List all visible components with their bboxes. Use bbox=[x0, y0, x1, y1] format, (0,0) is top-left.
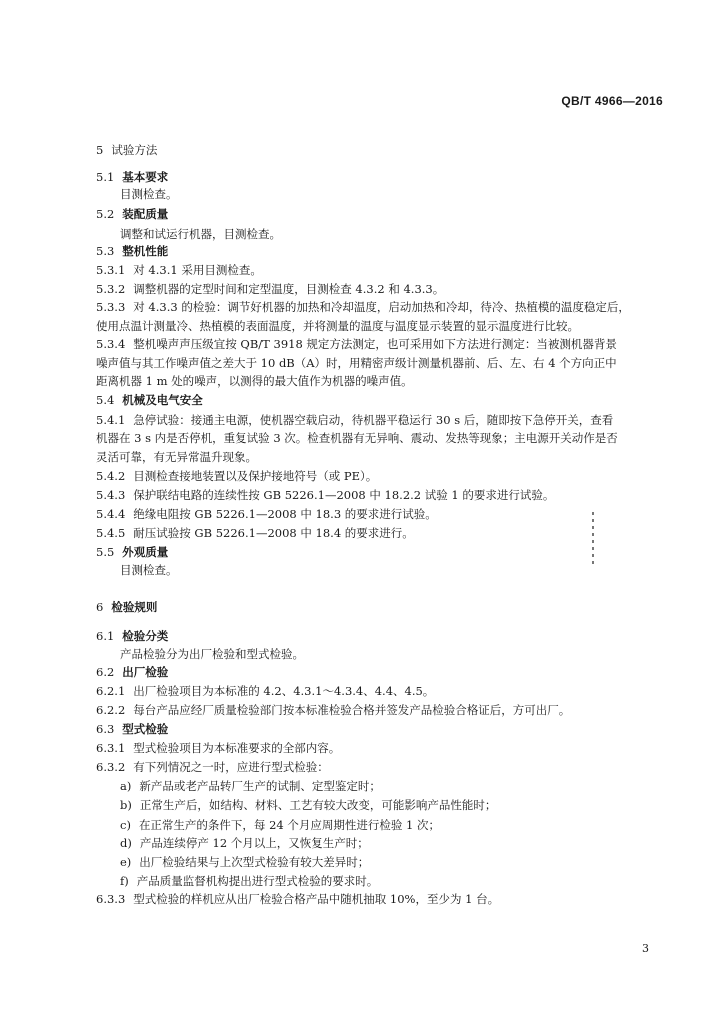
text-line bbox=[120, 818, 680, 833]
text-line bbox=[96, 760, 656, 775]
clause-number: 6.2.2 bbox=[96, 703, 126, 717]
clause-number: 6.3.2 bbox=[96, 760, 126, 774]
clause-number: b) bbox=[120, 798, 132, 812]
clause-number: 5.3.2 bbox=[96, 282, 126, 296]
text-line bbox=[96, 741, 656, 756]
clause-number: 5.4.3 bbox=[96, 488, 126, 502]
clause-text: 机器在 3 s 内是否停机，重复试验 3 次。检查机器有无异响、震动、发热等现象；主电源开关动作是否 bbox=[96, 431, 618, 445]
clause-text: 灵活可靠，有无异常温升现象。 bbox=[96, 450, 257, 464]
text-line bbox=[96, 207, 656, 222]
clause-number: 5.4 bbox=[96, 393, 115, 407]
clause-text: 绝缘电阻按 GB 5226.1—2008 中 18.3 的要求进行试验。 bbox=[133, 507, 437, 521]
text-line bbox=[96, 263, 656, 278]
clause-text: 目测检查。 bbox=[120, 563, 178, 577]
text-line bbox=[96, 393, 656, 408]
clause-number: 5.4.1 bbox=[96, 413, 126, 427]
clause-text: 噪声值与其工作噪声值之差大于 10 dB（A）时，用精密声级计测量机器前、后、左、右 4 个方向正中 bbox=[96, 356, 617, 370]
text-line bbox=[96, 337, 656, 352]
text-line bbox=[96, 450, 656, 465]
clause-text: 型式检验项目为本标准要求的全部内容。 bbox=[133, 741, 341, 755]
clause-text: 基本要求 bbox=[122, 170, 169, 184]
text-line bbox=[96, 892, 656, 907]
text-line bbox=[96, 282, 656, 297]
clause-number: 6.3.1 bbox=[96, 741, 126, 755]
clause-text: 检验规则 bbox=[111, 600, 158, 614]
text-line bbox=[96, 170, 656, 185]
clause-text: 对 4.3.1 采用目测检查。 bbox=[133, 263, 262, 277]
clause-number: 5.3.1 bbox=[96, 263, 126, 277]
clause-number: 6.1 bbox=[96, 629, 115, 643]
clause-number: 5.3 bbox=[96, 244, 115, 258]
text-line bbox=[120, 798, 680, 813]
clause-text: 新产品或老产品转厂生产的试制、定型鉴定时； bbox=[139, 779, 381, 793]
clause-number: 6.3.3 bbox=[96, 892, 126, 906]
clause-number: 5.5 bbox=[96, 545, 115, 559]
text-line bbox=[96, 469, 656, 484]
text-line bbox=[96, 526, 656, 541]
text-line bbox=[120, 855, 680, 870]
text-line bbox=[96, 629, 656, 644]
text-line bbox=[96, 319, 656, 334]
clause-number: 5.1 bbox=[96, 170, 115, 184]
clause-text: 目测检查。 bbox=[120, 187, 178, 201]
clause-text: 调整和试运行机器，目测检查。 bbox=[120, 227, 281, 241]
clause-number: 6.3 bbox=[96, 722, 115, 736]
clause-text: 产品质量监督机构提出进行型式检验的要求时。 bbox=[136, 874, 379, 888]
text-line bbox=[96, 545, 656, 560]
text-line bbox=[120, 874, 680, 889]
clause-number: 5.4.5 bbox=[96, 526, 126, 540]
text-line bbox=[96, 703, 656, 718]
text-line bbox=[96, 374, 656, 389]
clause-text: 出厂检验项目为本标准的 4.2、4.3.1～4.3.4、4.4、4.5。 bbox=[133, 684, 435, 698]
clause-number: 6 bbox=[96, 600, 104, 614]
clause-number: 5.2 bbox=[96, 207, 115, 221]
clause-text: 目测检查接地装置以及保护接地符号（或 PE）。 bbox=[133, 469, 378, 483]
text-line bbox=[96, 488, 656, 503]
clause-number: c) bbox=[120, 818, 131, 832]
text-line bbox=[96, 600, 656, 615]
text-line bbox=[96, 413, 656, 428]
clause-text: 耐压试验按 GB 5226.1—2008 中 18.4 的要求进行。 bbox=[133, 526, 414, 540]
text-line bbox=[120, 647, 680, 662]
text-line bbox=[120, 227, 680, 242]
clause-number: 5 bbox=[96, 143, 104, 157]
text-line bbox=[96, 356, 656, 371]
clause-number: 6.2.1 bbox=[96, 684, 126, 698]
clause-text: 出厂检验结果与上次型式检验有较大差异时； bbox=[139, 855, 370, 869]
clause-number: 6.2 bbox=[96, 665, 115, 679]
text-line bbox=[96, 684, 656, 699]
clause-text: 产品检验分为出厂检验和型式检验。 bbox=[120, 647, 304, 661]
clause-text: 对 4.3.3 的检验：调节好机器的加热和冷却温度，启动加热和冷却，待冷、热植模的温度稳定后， bbox=[133, 300, 630, 314]
text-line bbox=[96, 300, 656, 315]
clause-text: 每台产品应经厂质量检验部门按本标准检验合格并签发产品检验合格证后，方可出厂。 bbox=[133, 703, 571, 717]
clause-text: 在正常生产的条件下，每 24 个月应周期性进行检验 1 次； bbox=[138, 818, 441, 832]
text-line bbox=[96, 507, 656, 522]
clause-text: 型式检验 bbox=[122, 722, 169, 736]
text-line bbox=[120, 187, 680, 202]
scan-artifact-marks bbox=[592, 512, 594, 564]
clause-text: 整机性能 bbox=[122, 244, 169, 258]
clause-text: 产品连续停产 12 个月以上，又恢复生产时； bbox=[139, 836, 369, 850]
clause-number: 5.4.4 bbox=[96, 507, 126, 521]
clause-text: 检验分类 bbox=[122, 629, 169, 643]
clause-text: 机械及电气安全 bbox=[122, 393, 203, 407]
clause-text: 外观质量 bbox=[122, 545, 169, 559]
text-line bbox=[96, 722, 656, 737]
text-line bbox=[96, 244, 656, 259]
clause-text: 急停试验：接通主电源，使机器空载启动，待机器平稳运行 30 s 后，随即按下急停开关，查看 bbox=[133, 413, 614, 427]
clause-number: e) bbox=[120, 855, 132, 869]
clause-number: 5.4.2 bbox=[96, 469, 126, 483]
clause-text: 使用点温计测量冷、热植模的表面温度，并将测量的温度与温度显示装置的显示温度进行比较。 bbox=[96, 319, 579, 333]
clause-text: 距离机器 1 m 处的噪声，以测得的最大值作为机器的噪声值。 bbox=[96, 374, 413, 388]
text-line bbox=[96, 431, 656, 446]
text-line bbox=[120, 779, 680, 794]
clause-text: 调整机器的定型时间和定型温度，目测检查 4.3.2 和 4.3.3。 bbox=[133, 282, 445, 296]
text-line bbox=[120, 836, 680, 851]
clause-text: 试验方法 bbox=[111, 143, 158, 157]
page-number: 3 bbox=[642, 942, 649, 955]
text-line bbox=[96, 143, 656, 158]
clause-text: 装配质量 bbox=[122, 207, 169, 221]
text-line bbox=[120, 563, 680, 578]
clause-number: d) bbox=[120, 836, 132, 850]
clause-number: f) bbox=[120, 874, 129, 888]
text-line bbox=[96, 665, 656, 680]
clause-text: 正常生产后，如结构、材料、工艺有较大改变，可能影响产品性能时； bbox=[139, 798, 497, 812]
clause-number: a) bbox=[120, 779, 132, 793]
clause-text: 保护联结电路的连续性按 GB 5226.1—2008 中 18.2.2 试验 1 的要求进行试验。 bbox=[133, 488, 555, 502]
standard-number: QB/T 4966—2016 bbox=[561, 94, 663, 108]
clause-text: 型式检验的样机应从出厂检验合格产品中随机抽取 10%，至少为 1 台。 bbox=[133, 892, 500, 906]
clause-number: 5.3.4 bbox=[96, 337, 126, 351]
clause-text: 整机噪声声压级宜按 QB/T 3918 规定方法测定，也可采用如下方法进行测定：当被测机器背景 bbox=[133, 337, 617, 351]
clause-text: 有下列情况之一时，应进行型式检验： bbox=[133, 760, 329, 774]
clause-number: 5.3.3 bbox=[96, 300, 126, 314]
clause-text: 出厂检验 bbox=[122, 665, 169, 679]
